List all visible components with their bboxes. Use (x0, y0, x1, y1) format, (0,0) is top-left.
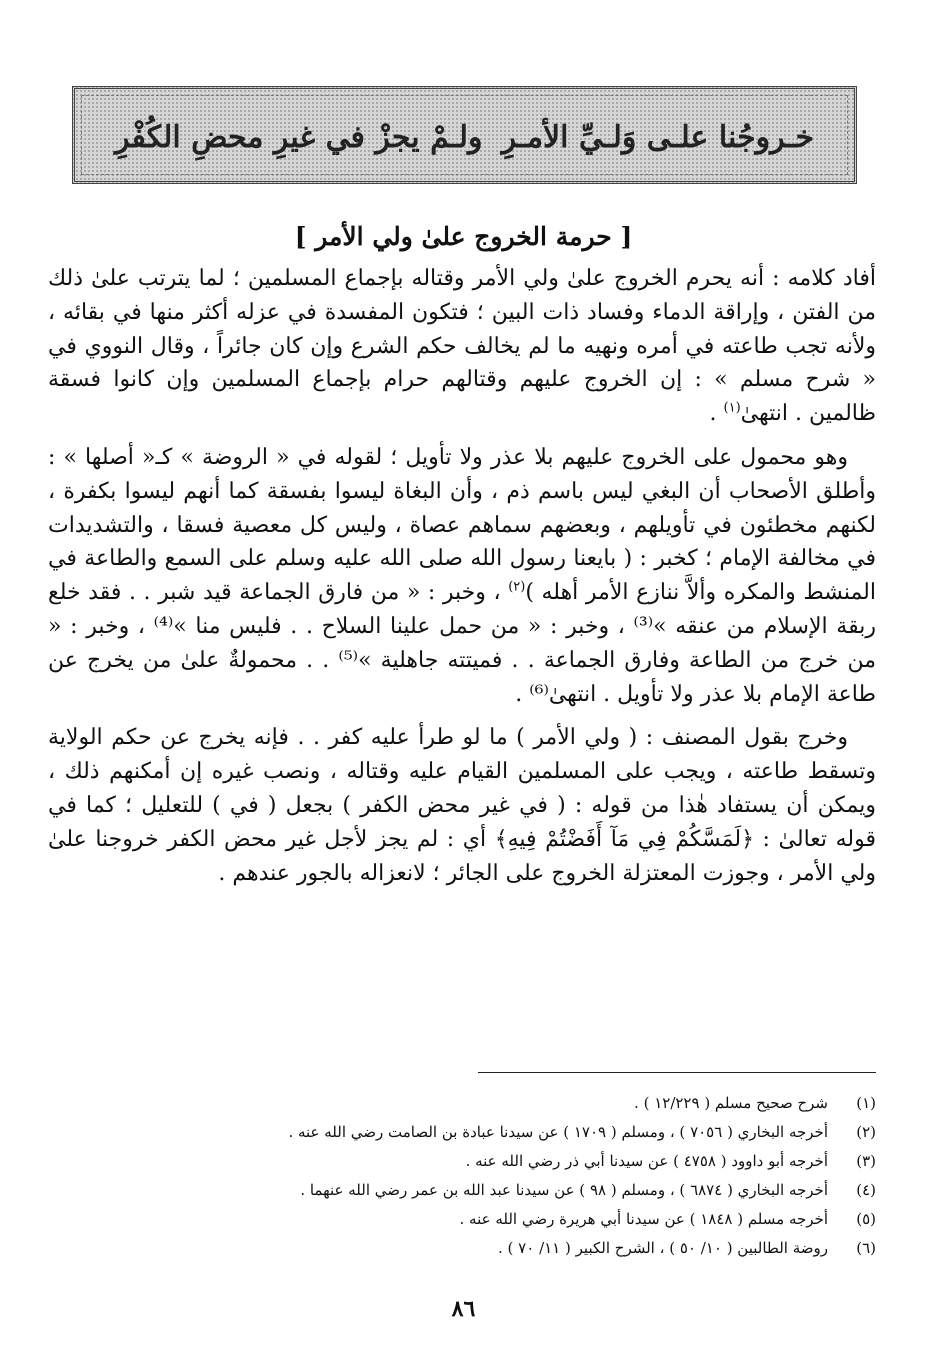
footnote-text: أخرجه مسلم ( ١٨٤٨ ) عن سيدنا أبي هريرة رضي الله عنه . (459, 1210, 828, 1228)
footnote (250, 1147, 876, 1176)
footnote-number: (٦) (856, 1239, 876, 1257)
footnote (250, 1089, 876, 1118)
paragraph-3-text: وخرج بقول المصنف : ( ولي الأمر ) ما لو طرأ عليه كفر . . فإنه يخرج عن حكم الولاية وتسقط طاعته ، ويجب على المسلمين القيام عليه وقتاله ، ونصب غيره إن أمكنهم ذلك ، ويمكن أن يستفاد هٰذا من قوله : ( في غير محض الكفر ) بجعل ( في ) للتعليل ؛ كما في قوله تعالىٰ : ﴿لَمَسَّكُمْ فِي مَآ أَفَضْتُمْ فِيهِ﴾ أي : لم يجز لأجل غير محض الكفر خروجنا علىٰ ولي الأمر ، وجوزت المعتزلة الخروج على الجائر ؛ لانعزاله بالجور عندهم . (48, 725, 876, 886)
footnote (250, 1205, 876, 1234)
paragraph-1-tail: . (709, 401, 724, 427)
footnote-number: (٣) (856, 1152, 876, 1170)
footnote-text: أخرجه أبو داوود ( ٤٧٥٨ ) عن سيدنا أبي ذر رضي الله عنه . (465, 1152, 828, 1170)
footnote (250, 1176, 876, 1205)
footnote-number: (٥) (856, 1210, 876, 1228)
paragraph-2 (48, 441, 876, 711)
footnote-text: أخرجه البخاري ( ٦٨٧٤ ) ، ومسلم ( ٩٨ ) عن سيدنا عبد الله بن عمر رضي الله عنهما . (300, 1181, 828, 1199)
footnote-ref-2: (٢) (508, 579, 526, 595)
footnote-ref-1: (١) (723, 400, 741, 416)
paragraph-2-tail: ، وخبر : « من فارق الجماعة قيد شبر . . فقد خلع ربقة الإسلام من عنقه »⁽³⁾ ، وخبر : « من حمل علينا السلاح . . فليس منا »⁽⁴⁾ ، وخبر : « من خرج من الطاعة وفارق الجماعة . . فميتته جاهلية »⁽⁵⁾ . . محمولةٌ علىٰ من يخرج عن طاعة الإمام بلا عذر ولا تأويل . انتهىٰ⁽⁶⁾ . (48, 580, 876, 707)
footnote-separator (478, 1072, 876, 1073)
footnote-number: (٢) (856, 1123, 876, 1141)
verse-left-hemistich: ولـمْ يجزْ في غيرِ محضِ الكُفْرِ (115, 119, 483, 155)
paragraph-1-text: أفاد كلامه : أنه يحرم الخروج علىٰ ولي الأمر وقتاله بإجماع المسلمين ؛ لما يترتب علىٰ ذلك من الفتن ، وإراقة الدماء وفساد ذات البين ؛ فتكون المفسدة في عزله أكثر منها في بقائه ، ولأنه تجب طاعته في أمره ونهيه ما لم يخالف حكم الشرع وإن كان جائراً ، وقال النووي في « شرح مسلم » : إن الخروج عليهم وقتالهم حرام بإجماع المسلمين وإن كانوا فسقة ظالمين . انتهىٰ (48, 266, 876, 427)
paragraph-1 (48, 262, 876, 431)
footnote-number: (٤) (856, 1181, 876, 1199)
footnote (250, 1234, 876, 1263)
footnotes (250, 1089, 876, 1263)
page-number: ٨٦ (451, 1296, 476, 1322)
verse-frame (72, 86, 857, 184)
section-heading: [ حرمة الخروج علىٰ ولي الأمر ] (294, 222, 633, 251)
paragraph-2-text: وهو محمول على الخروج عليهم بلا عذر ولا تأويل ؛ لقوله في « الروضة » كـ« أصلها » : وأطلق الأصحاب أن البغي ليس باسم ذم ، وأن البغاة ليسوا بفسقة كما أنهم ليسوا بكفرة ، لكنهم مخطئون في تأويلهم ، وبعضهم سماهم عصاة ، وليس كل معصية فسقا ، والتشديدات في مخالفة الإمام ؛ كخبر : ( بايعنا رسول الله صلى الله عليه وسلم على السمع والطاعة في المنشط والمكره وألاَّ ننازع الأمر أهله ) (48, 444, 876, 606)
footnote-number: (١) (856, 1094, 876, 1112)
footnote (250, 1118, 876, 1147)
main-text (48, 262, 876, 900)
footnote-text: أخرجه البخاري ( ٧٠٥٦ ) ، ومسلم ( ١٧٠٩ ) عن سيدنا عبادة بن الصامت رضي الله عنه . (288, 1123, 828, 1141)
footnote-text: شرح صحيح مسلم ( ١٢/٢٢٩ ) . (634, 1094, 828, 1112)
footnote-text: روضة الطالبين ( ١٠/ ٥٠ ) ، الشرح الكبير ( ١١/ ٧٠ ) . (498, 1239, 828, 1257)
paragraph-3 (48, 721, 876, 890)
verse-line (75, 111, 854, 163)
verse-right-hemistich: خـروجُنا علـى وَلـيِّ الأمـرِ (501, 119, 814, 155)
